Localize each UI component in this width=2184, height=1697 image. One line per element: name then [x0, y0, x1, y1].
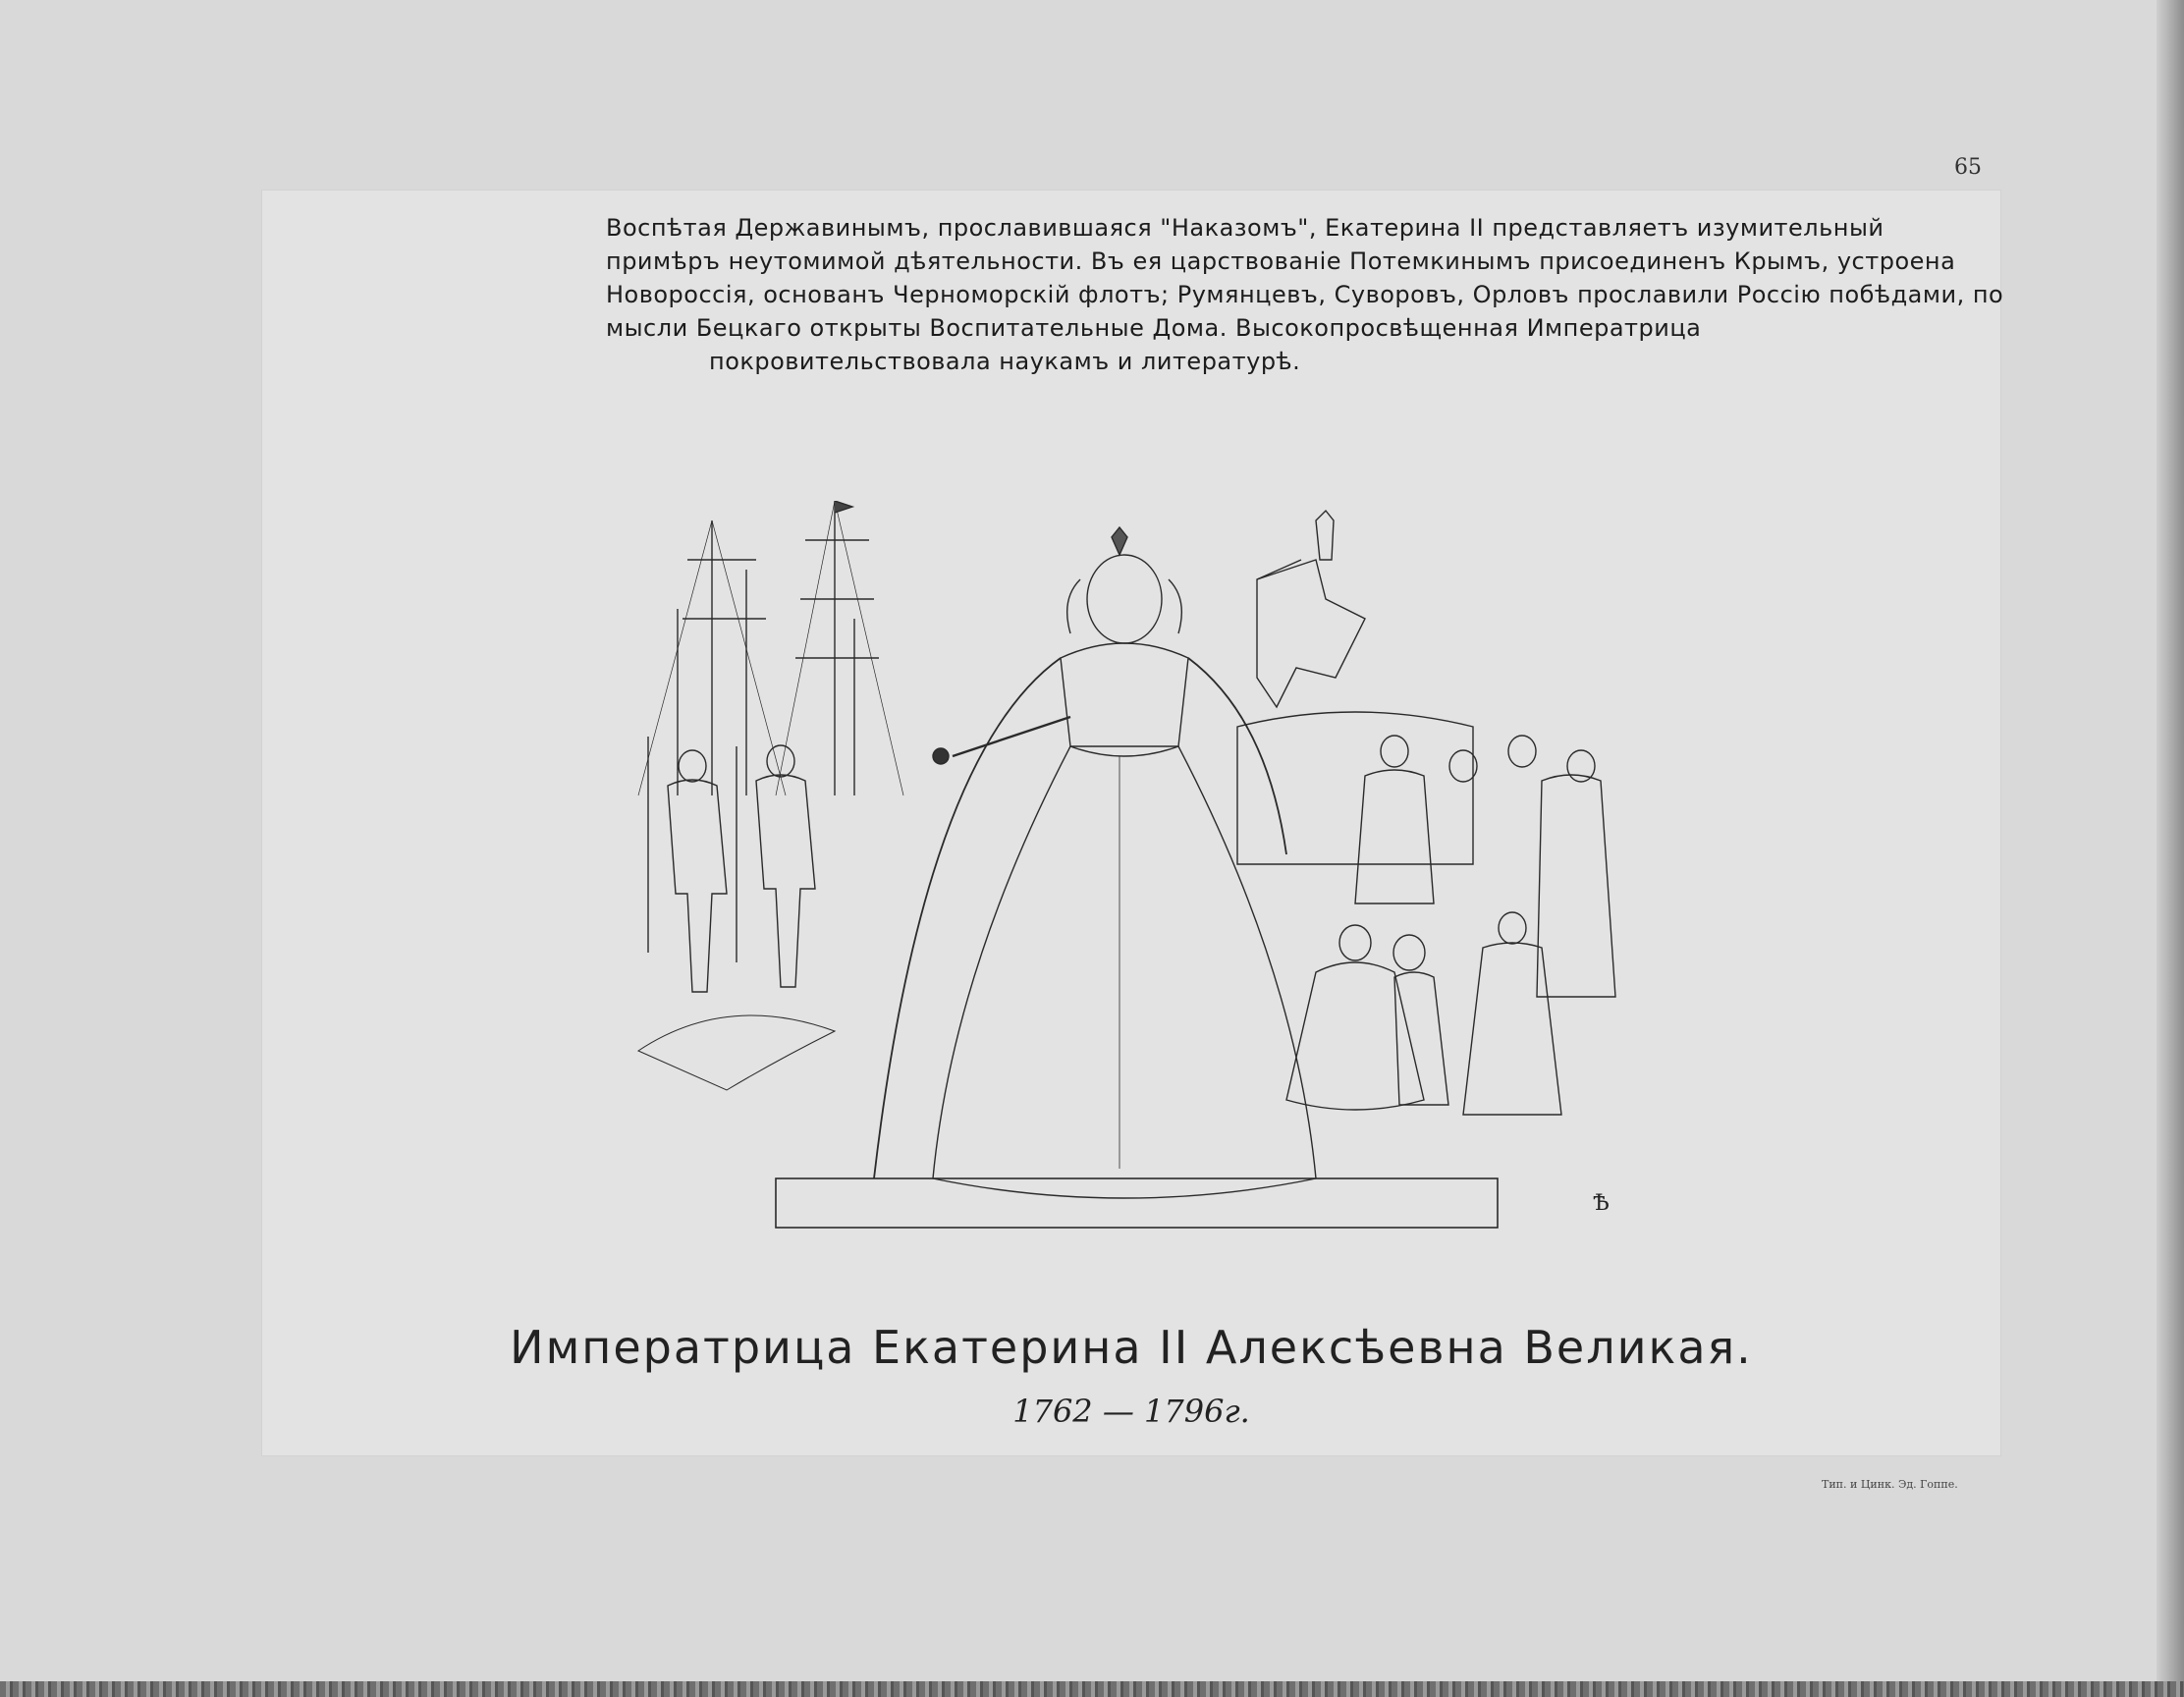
engraving-illustration	[609, 501, 1635, 1232]
caption-line: Воспѣтая Державинымъ, прославившаяся "Наказомъ", Екатерина II представляетъ изумительный	[606, 214, 1884, 242]
book-spine-edge	[0, 1681, 2184, 1697]
ship-masts	[638, 501, 903, 795]
stone-pedestal	[776, 1178, 1498, 1228]
caption-text	[606, 211, 2004, 378]
page-edge-shadow	[2157, 0, 2184, 1697]
empress-figure	[874, 527, 1316, 1198]
artist-monogram: Ѣ	[1593, 1191, 1610, 1216]
reign-dates: 1762 — 1796г.	[1012, 1393, 1250, 1430]
soldiers-group	[648, 737, 815, 992]
caption-line: Новороссія, основанъ Черноморскій флотъ; Румянцевъ, Суворовъ, Орловъ прославили Россію побѣдами, по	[606, 281, 2004, 308]
equestrian-statue	[1237, 511, 1473, 864]
courtiers-group	[1355, 736, 1615, 1115]
page-number: 65	[1954, 155, 1982, 180]
children-group	[1286, 925, 1448, 1110]
fallen-banner	[638, 1015, 835, 1090]
printer-imprint: Тип. и Цинк. Эд. Гоппе.	[1822, 1478, 1958, 1491]
caption-line: покровительствовала наукамъ и литературѣ.	[709, 348, 1301, 375]
plate-title: Императрица Екатерина II Алексѣевна Великая.	[510, 1321, 1753, 1374]
caption-line: примѣръ неутомимой дѣятельности. Въ ея царствованіе Потемкинымъ присоединенъ Крымъ, устроена	[606, 247, 1956, 275]
caption-line: мысли Бецкаго открыты Воспитательные Дома. Высокопросвѣщенная Императрица	[606, 314, 1702, 342]
